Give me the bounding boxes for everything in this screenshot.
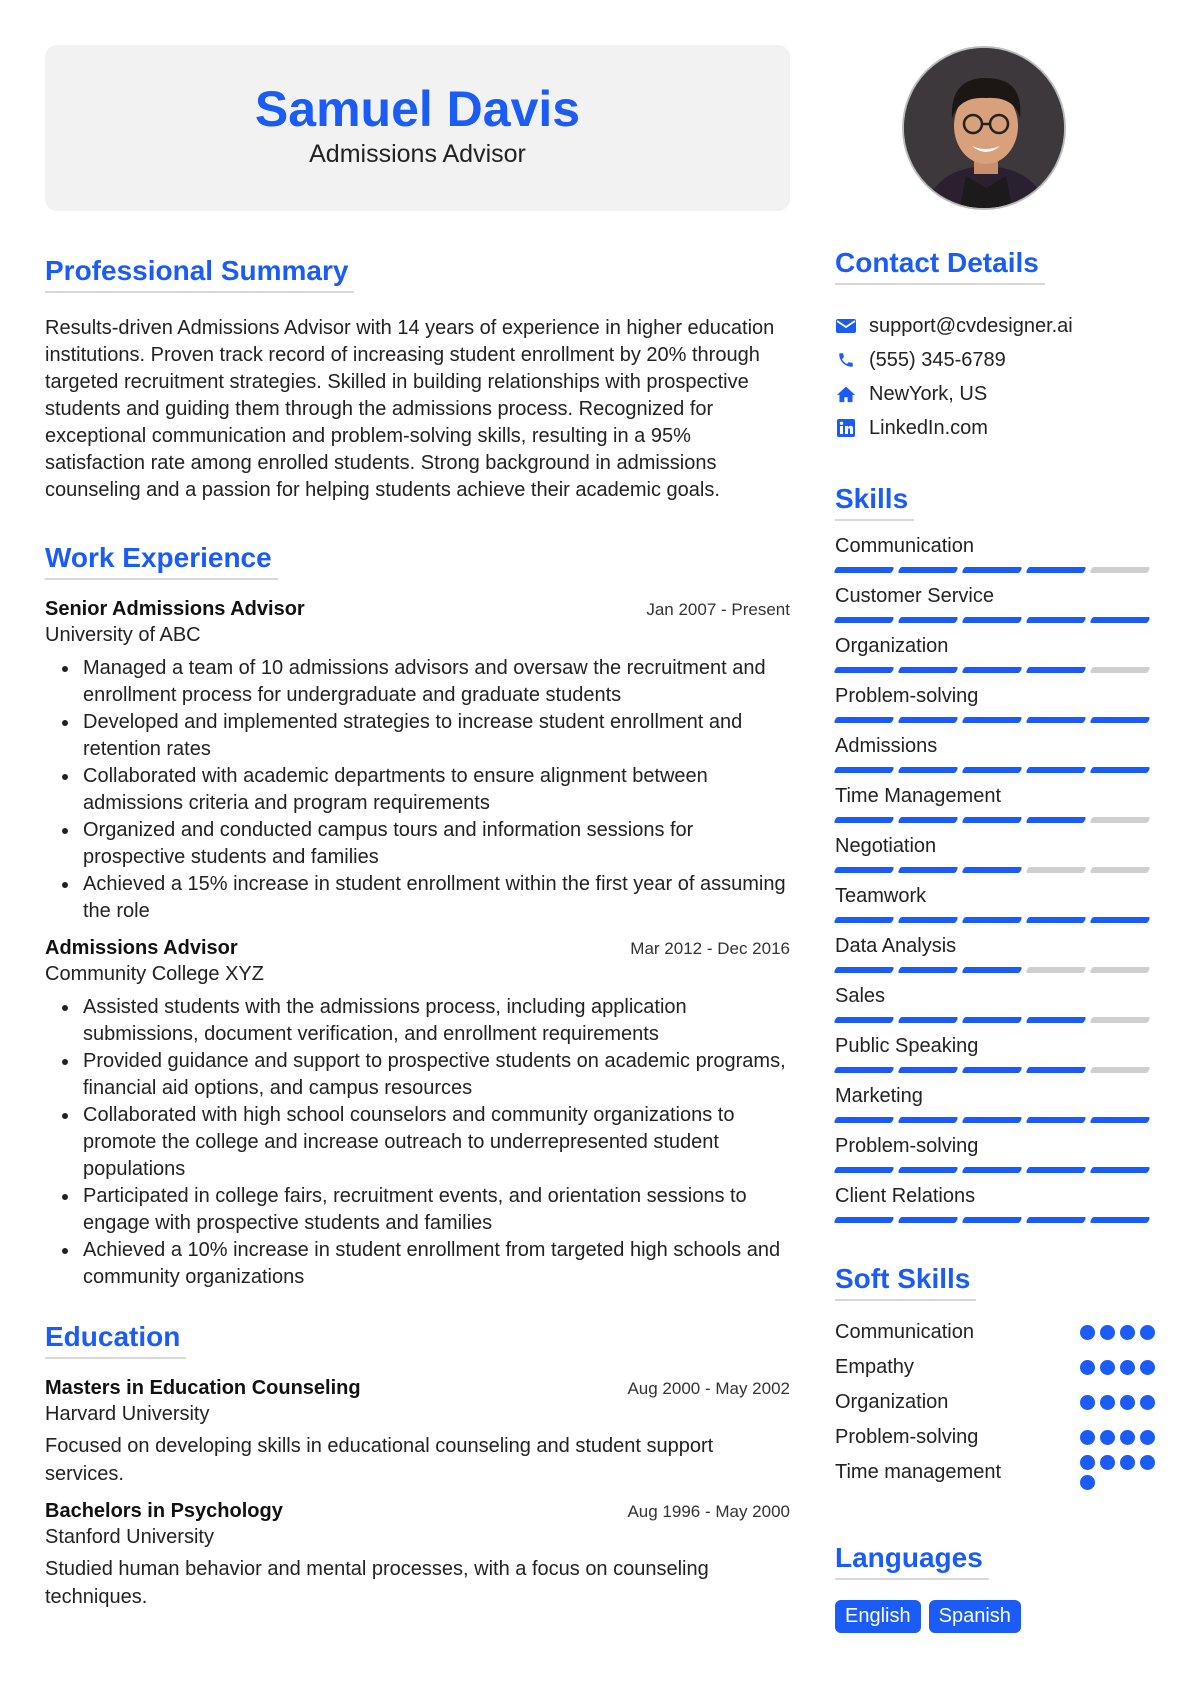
skill-item: [835, 1177, 1160, 1227]
skill-item: [835, 1127, 1160, 1177]
education-section: [45, 1321, 790, 1611]
bullet-item: Achieved a 10% increase in student enrollment from targeted high schools and community organizations: [45, 1237, 790, 1291]
bullet-item: Managed a team of 10 admissions advisors and oversaw the recruitment and enrollment process for undergraduate and graduate students: [45, 655, 790, 709]
skill-level-segment: [834, 1167, 895, 1173]
skill-level-segment: [898, 767, 959, 773]
skill-level-segment: [834, 667, 895, 673]
soft-skill-name: Communication: [835, 1321, 974, 1343]
skills-section: [835, 483, 1160, 1227]
contact-linkedin[interactable]: [835, 411, 1160, 445]
school: Stanford University: [45, 1526, 214, 1548]
skill-item: [835, 577, 1160, 627]
language-badge: Spanish: [929, 1600, 1021, 1633]
soft-skill-name: Empathy: [835, 1356, 914, 1378]
job-role: Admissions Advisor: [45, 937, 238, 959]
contact-location: [835, 377, 1160, 411]
soft-skill-item: [835, 1420, 1160, 1455]
soft-skill-dot: [1100, 1325, 1115, 1340]
soft-skill-dots: [1080, 1455, 1160, 1490]
skill-item: [835, 977, 1160, 1027]
skill-level-bar: [835, 1167, 1160, 1173]
education-desc: Studied human behavior and mental processes, with a focus on counseling techniques.: [45, 1558, 709, 1608]
skill-level-bar: [835, 1117, 1160, 1123]
skill-level-segment: [834, 767, 895, 773]
skill-level-segment: [962, 917, 1023, 923]
skill-level-bar: [835, 617, 1160, 623]
education-dates: Aug 2000 - May 2002: [627, 1379, 790, 1398]
skill-level-segment: [962, 1167, 1023, 1173]
skill-name: Admissions: [835, 735, 938, 757]
right-column: [835, 247, 1160, 1633]
skill-level-segment: [898, 967, 959, 973]
skill-level-segment: [962, 717, 1023, 723]
experience-heading: Work Experience: [45, 542, 278, 580]
linkedin-icon: [835, 417, 857, 439]
skill-level-segment: [1026, 717, 1087, 723]
skill-name: Marketing: [835, 1085, 923, 1107]
soft-skill-dot: [1100, 1395, 1115, 1410]
skill-level-segment: [1026, 1167, 1087, 1173]
left-column: [45, 255, 790, 1611]
skill-level-segment: [834, 1217, 895, 1223]
summary-heading: Professional Summary: [45, 255, 354, 293]
soft-skill-dot: [1140, 1395, 1155, 1410]
skill-name: Sales: [835, 985, 886, 1007]
education-entry: [45, 1500, 790, 1611]
contact-phone-text: (555) 345-6789: [869, 348, 1006, 371]
home-icon: [835, 383, 857, 405]
soft-skill-dot: [1100, 1430, 1115, 1445]
job-entry: [45, 937, 790, 1291]
education-entry: [45, 1377, 790, 1488]
job-bullets: [45, 994, 790, 1291]
languages-heading: Languages: [835, 1542, 989, 1580]
skill-level-segment: [898, 1117, 959, 1123]
skill-level-segment: [1026, 917, 1087, 923]
bullet-item: Achieved a 15% increase in student enrollment within the first year of assuming the role: [45, 871, 790, 925]
job-entry: [45, 598, 790, 925]
skill-item: [835, 827, 1160, 877]
contact-email[interactable]: [835, 309, 1160, 343]
skill-item: [835, 527, 1160, 577]
skill-level-segment: [898, 1067, 959, 1073]
degree: Bachelors in Psychology: [45, 1500, 283, 1522]
soft-skill-dot: [1080, 1395, 1095, 1410]
soft-skill-dot: [1120, 1395, 1135, 1410]
skill-level-segment: [1026, 1017, 1087, 1023]
skill-level-segment: [898, 1167, 959, 1173]
soft-skills-list: [835, 1315, 1160, 1490]
bullet-item: Developed and implemented strategies to increase student enrollment and retention rates: [45, 709, 790, 763]
contact-linkedin-text: LinkedIn.com: [869, 416, 988, 439]
skill-level-segment: [898, 1217, 959, 1223]
skill-level-segment: [1026, 767, 1087, 773]
soft-skill-dot: [1100, 1360, 1115, 1375]
skill-level-segment: [962, 867, 1023, 873]
avatar: [902, 46, 1066, 210]
summary-section: [45, 255, 790, 504]
bullet-item: Assisted students with the admissions process, including application submissions, document verification, and enrollment requirements: [45, 994, 790, 1048]
soft-skill-dot: [1080, 1455, 1095, 1470]
job-dates: Jan 2007 - Present: [646, 600, 790, 619]
skill-level-segment: [1090, 617, 1151, 623]
soft-skills-heading: Soft Skills: [835, 1263, 976, 1301]
soft-skill-dot: [1140, 1325, 1155, 1340]
skill-name: Client Relations: [835, 1185, 976, 1207]
skill-item: [835, 777, 1160, 827]
skill-level-bar: [835, 1067, 1160, 1073]
skill-level-segment: [1090, 1067, 1151, 1073]
skill-level-segment: [962, 567, 1023, 573]
education-dates: Aug 1996 - May 2000: [627, 1502, 790, 1521]
soft-skill-dot: [1120, 1360, 1135, 1375]
soft-skill-dot: [1140, 1360, 1155, 1375]
skill-level-segment: [962, 1117, 1023, 1123]
skill-item: [835, 1077, 1160, 1127]
skill-level-segment: [962, 817, 1023, 823]
skill-level-bar: [835, 967, 1160, 973]
job-org: University of ABC: [45, 624, 201, 646]
skill-level-segment: [1026, 817, 1087, 823]
skill-level-segment: [834, 917, 895, 923]
soft-skill-name: Organization: [835, 1391, 949, 1413]
skill-level-bar: [835, 567, 1160, 573]
phone-icon: [835, 349, 857, 371]
skill-level-segment: [962, 667, 1023, 673]
skill-name: Negotiation: [835, 835, 937, 857]
skill-level-segment: [962, 767, 1023, 773]
skill-level-segment: [1026, 1067, 1087, 1073]
soft-skill-dot: [1140, 1455, 1155, 1470]
soft-skill-dots: [1080, 1360, 1160, 1375]
skill-level-segment: [1026, 617, 1087, 623]
skill-level-segment: [898, 717, 959, 723]
skill-level-segment: [1090, 567, 1151, 573]
skill-item: [835, 877, 1160, 927]
skill-name: Problem-solving: [835, 1135, 979, 1157]
skill-level-segment: [898, 867, 959, 873]
skill-level-segment: [1090, 1117, 1151, 1123]
skill-level-segment: [834, 1067, 895, 1073]
skill-level-segment: [1026, 967, 1087, 973]
skill-level-segment: [834, 717, 895, 723]
skill-level-segment: [898, 1017, 959, 1023]
skill-level-segment: [1090, 1167, 1151, 1173]
language-badges: [835, 1600, 1160, 1633]
soft-skill-dot: [1140, 1430, 1155, 1445]
skill-level-segment: [1090, 817, 1151, 823]
skill-level-bar: [835, 1017, 1160, 1023]
skill-name: Teamwork: [835, 885, 927, 907]
skills-list: [835, 527, 1160, 1227]
skill-level-segment: [898, 817, 959, 823]
contact-location-text: NewYork, US: [869, 382, 988, 405]
skill-level-segment: [1090, 667, 1151, 673]
degree: Masters in Education Counseling: [45, 1377, 361, 1399]
skill-level-bar: [835, 867, 1160, 873]
skill-item: [835, 727, 1160, 777]
skill-level-segment: [1090, 867, 1151, 873]
avatar-portrait-icon: [904, 48, 1066, 210]
skill-name: Communication: [835, 535, 974, 557]
skill-level-segment: [962, 1017, 1023, 1023]
soft-skill-dots: [1080, 1325, 1160, 1340]
soft-skill-dot: [1080, 1360, 1095, 1375]
envelope-icon: [835, 315, 857, 337]
skill-level-segment: [1090, 1017, 1151, 1023]
soft-skill-dots: [1080, 1430, 1160, 1445]
skill-level-segment: [1026, 667, 1087, 673]
skill-name: Data Analysis: [835, 935, 957, 957]
skill-level-segment: [1090, 967, 1151, 973]
education-desc: Focused on developing skills in educational counseling and student support services.: [45, 1435, 714, 1485]
skill-level-bar: [835, 767, 1160, 773]
skills-heading: Skills: [835, 483, 914, 521]
contact-email-text: support@cvdesigner.ai: [869, 314, 1073, 337]
skill-name: Time Management: [835, 785, 1001, 807]
skill-level-segment: [834, 1117, 895, 1123]
candidate-name: Samuel Davis: [254, 81, 581, 137]
skill-level-segment: [1090, 717, 1151, 723]
skill-level-segment: [962, 1067, 1023, 1073]
job-org: Community College XYZ: [45, 963, 264, 985]
experience-section: [45, 542, 790, 1291]
skill-level-segment: [898, 617, 959, 623]
skill-name: Problem-solving: [835, 685, 979, 707]
soft-skill-name: Problem-solving: [835, 1426, 979, 1448]
skill-level-segment: [834, 817, 895, 823]
header-box: [45, 45, 790, 211]
bullet-item: Provided guidance and support to prospective students on academic programs, financial aid options, and campus resources: [45, 1048, 790, 1102]
languages-section: [835, 1542, 1160, 1633]
skill-level-segment: [834, 567, 895, 573]
soft-skills-section: [835, 1263, 1160, 1490]
job-role: Senior Admissions Advisor: [45, 598, 305, 620]
skill-level-segment: [962, 1217, 1023, 1223]
soft-skill-item: [835, 1385, 1160, 1420]
skill-level-segment: [1090, 767, 1151, 773]
contact-heading: Contact Details: [835, 247, 1045, 285]
summary-text: Results-driven Admissions Advisor with 14 years of experience in higher education institutions. Proven track record of increasing student enrollment by 20% through targeted recruitment strategies. Skilled in building relationships with prospective students and guiding them through the admissions process. Recognized for exceptional communication and problem-solving skills, resulting in a 95% satisfaction rate among enrolled students. Strong background in admissions counseling and a passion for helping students achieve their academic goals.: [45, 317, 775, 501]
skill-level-bar: [835, 917, 1160, 923]
bullet-item: Participated in college fairs, recruitment events, and orientation sessions to engage with prospective students and families: [45, 1183, 790, 1237]
soft-skill-dot: [1080, 1475, 1095, 1490]
skill-level-segment: [962, 617, 1023, 623]
bullet-item: Collaborated with academic departments to ensure alignment between admissions criteria and program requirements: [45, 763, 790, 817]
soft-skill-item: [835, 1455, 1160, 1490]
skill-level-segment: [898, 917, 959, 923]
skill-level-segment: [898, 667, 959, 673]
soft-skill-dots: [1080, 1395, 1160, 1410]
soft-skill-dot: [1080, 1430, 1095, 1445]
bullet-item: Organized and conducted campus tours and information sessions for prospective students and families: [45, 817, 790, 871]
skill-item: [835, 627, 1160, 677]
soft-skill-dot: [1100, 1455, 1115, 1470]
contact-section: [835, 247, 1160, 445]
skill-level-segment: [834, 617, 895, 623]
skill-level-segment: [1026, 1217, 1087, 1223]
soft-skill-item: [835, 1315, 1160, 1350]
soft-skill-name: Time management: [835, 1461, 1001, 1483]
contact-phone[interactable]: [835, 343, 1160, 377]
skill-level-segment: [834, 967, 895, 973]
skill-level-segment: [1026, 867, 1087, 873]
skill-level-segment: [962, 967, 1023, 973]
language-badge: English: [835, 1600, 921, 1633]
skill-level-segment: [834, 867, 895, 873]
school: Harvard University: [45, 1403, 210, 1425]
job-bullets: [45, 655, 790, 925]
skill-item: [835, 1027, 1160, 1077]
soft-skill-item: [835, 1350, 1160, 1385]
education-heading: Education: [45, 1321, 186, 1359]
bullet-item: Collaborated with high school counselors and community organizations to promote the college and increase outreach to underrepresented student populations: [45, 1102, 790, 1183]
skill-level-segment: [898, 567, 959, 573]
skill-level-segment: [1090, 917, 1151, 923]
skill-level-segment: [834, 1017, 895, 1023]
skill-level-segment: [1090, 1217, 1151, 1223]
skill-level-bar: [835, 817, 1160, 823]
skill-level-bar: [835, 1217, 1160, 1223]
job-dates: Mar 2012 - Dec 2016: [630, 939, 790, 958]
skill-item: [835, 677, 1160, 727]
skill-level-bar: [835, 667, 1160, 673]
skill-item: [835, 927, 1160, 977]
skill-name: Organization: [835, 635, 949, 657]
candidate-title: Admissions Advisor: [309, 139, 526, 168]
skill-level-segment: [1026, 567, 1087, 573]
soft-skill-dot: [1120, 1325, 1135, 1340]
skill-level-bar: [835, 717, 1160, 723]
skill-name: Customer Service: [835, 585, 994, 607]
soft-skill-dot: [1120, 1430, 1135, 1445]
skill-name: Public Speaking: [835, 1035, 979, 1057]
soft-skill-dot: [1080, 1325, 1095, 1340]
soft-skill-dot: [1120, 1455, 1135, 1470]
skill-level-segment: [1026, 1117, 1087, 1123]
